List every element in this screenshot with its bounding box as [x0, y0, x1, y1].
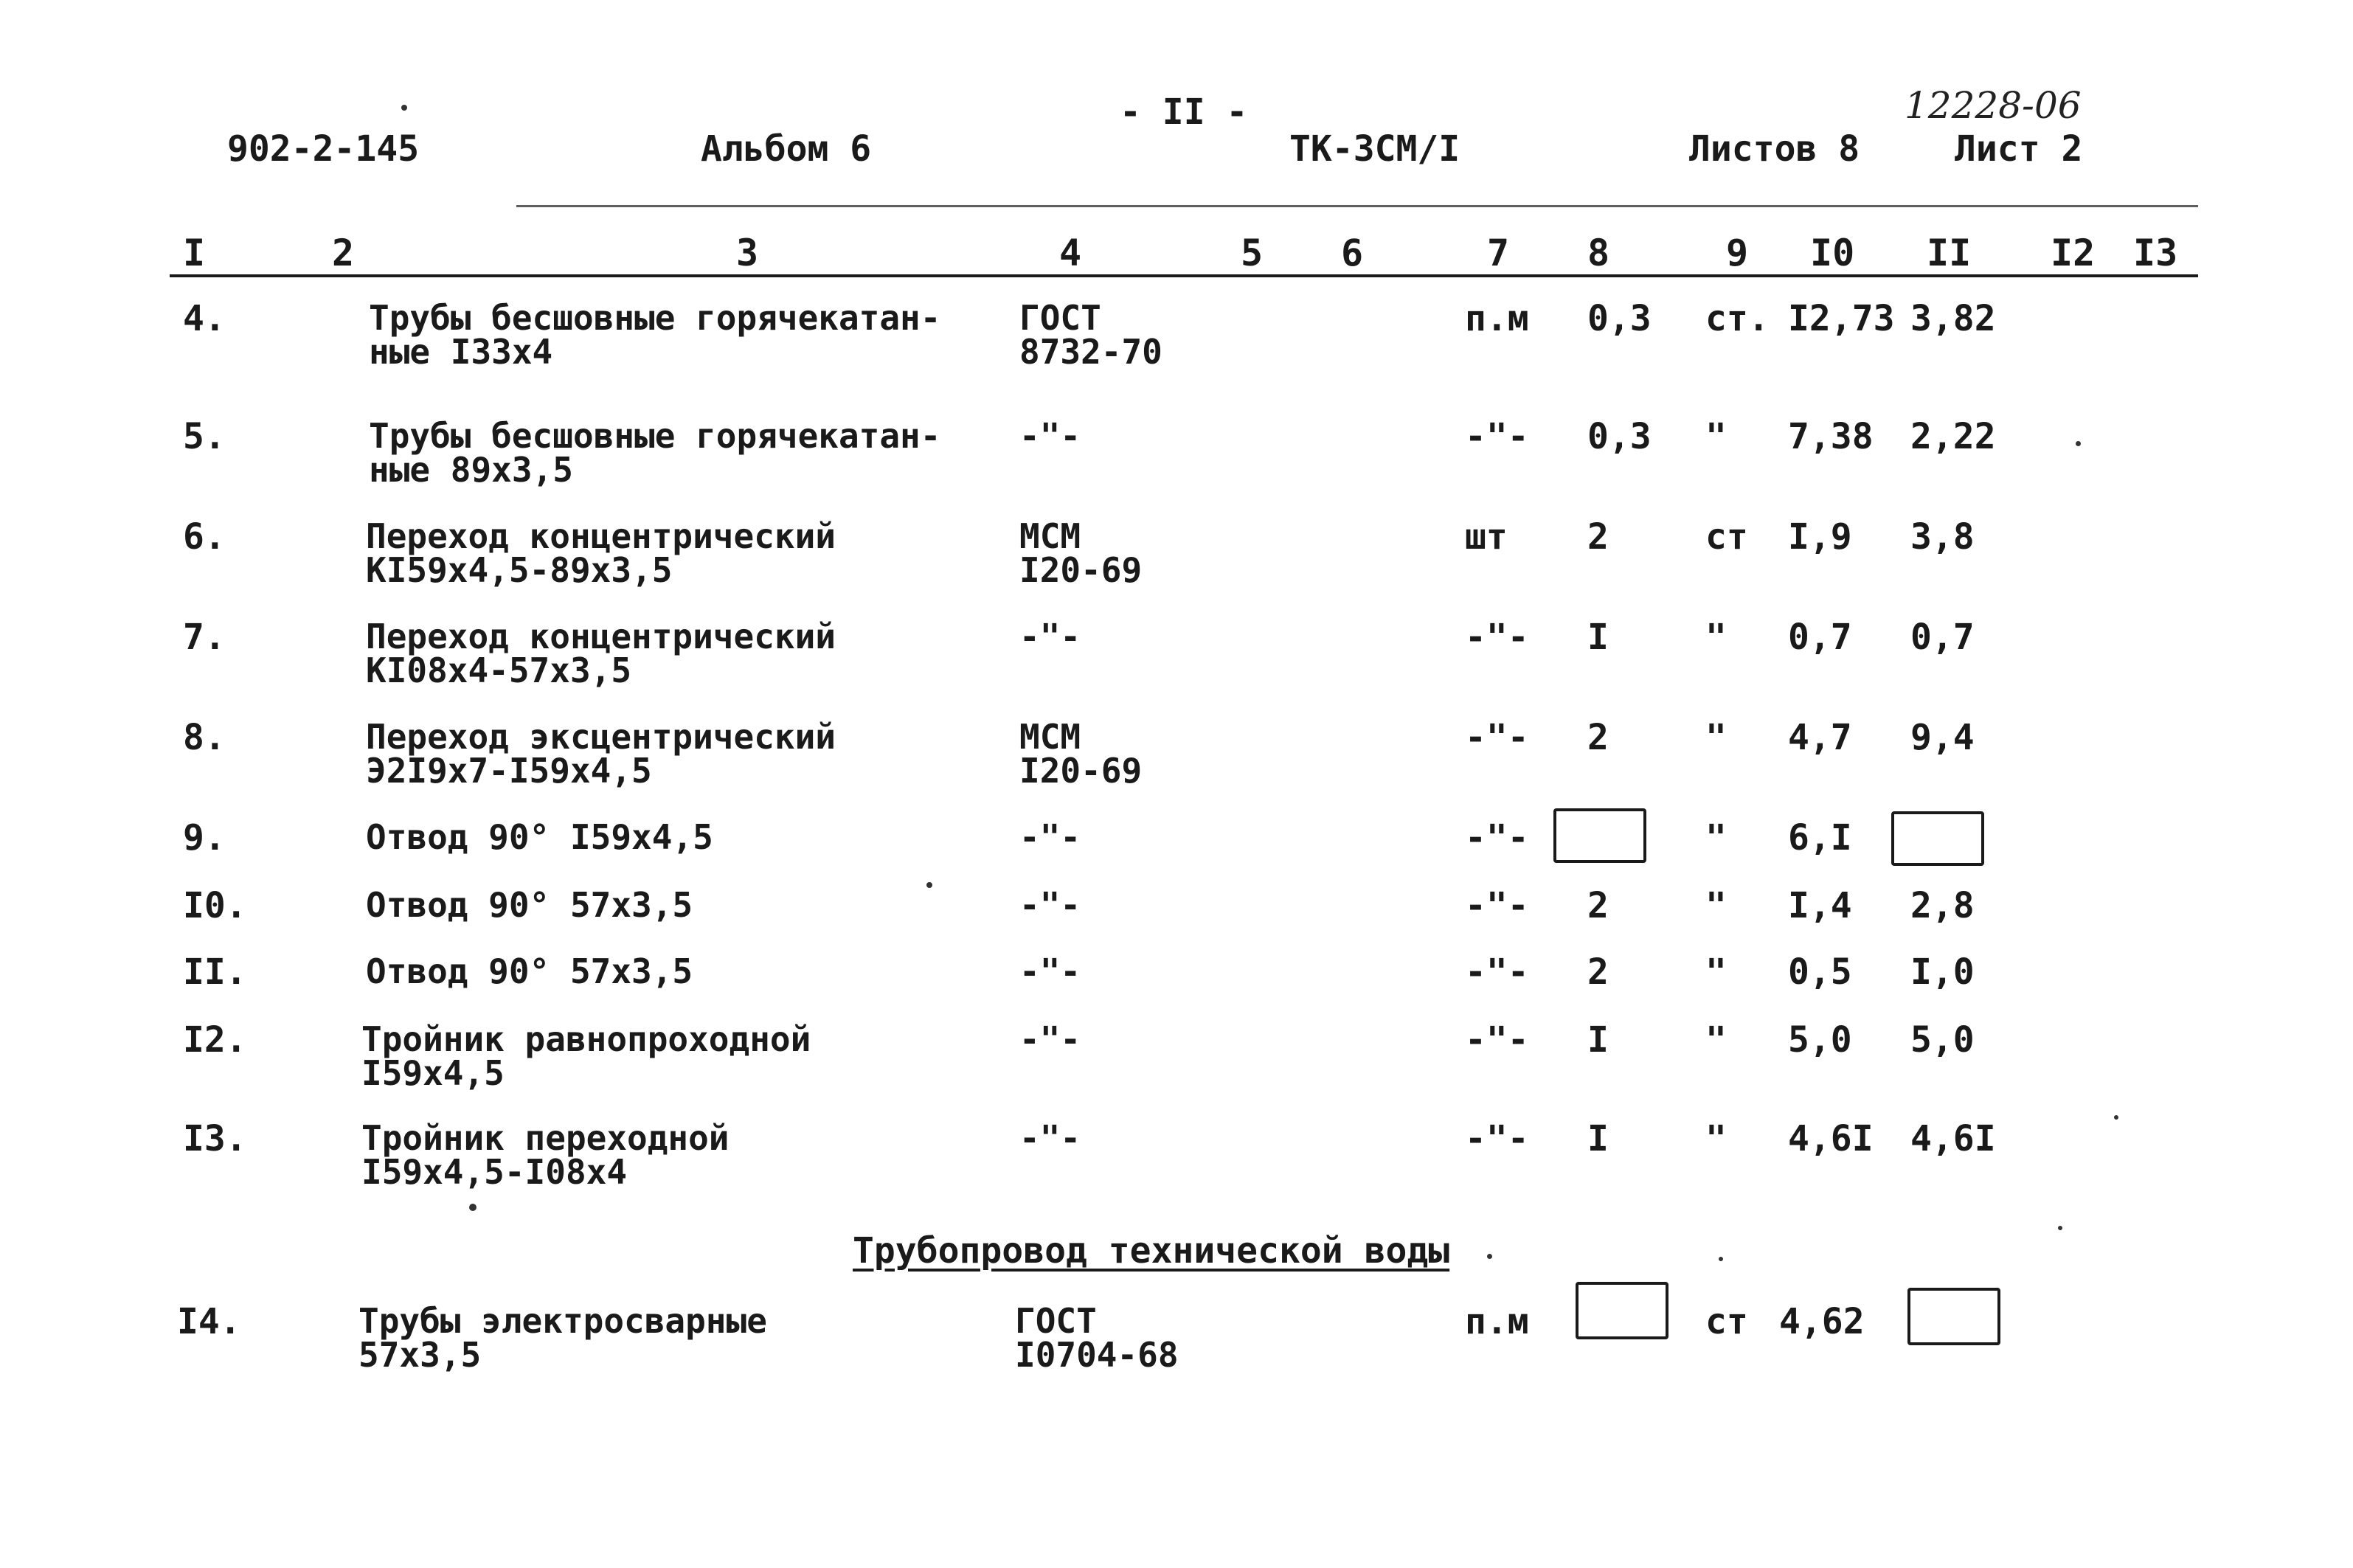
mass-total: 3,8 — [1910, 516, 1975, 558]
unit-mass: " — [1705, 1019, 1727, 1061]
standard-ref: -"- — [1019, 617, 1081, 656]
row-number: 9. — [183, 817, 226, 858]
unit: -"- — [1465, 717, 1529, 758]
item-name: Отвод 90° 57x3,5 — [366, 885, 693, 925]
mass-total: I,0 — [1910, 951, 1975, 993]
mass-total: 2,8 — [1910, 885, 1975, 926]
unit: -"- — [1465, 817, 1529, 858]
row-number: 7. — [183, 617, 226, 658]
sheet-number: Лист 2 — [1955, 128, 2083, 170]
column-number: 3 — [736, 232, 759, 274]
row-number: 6. — [183, 516, 226, 558]
column-number: I — [183, 232, 206, 274]
sheets-total: Листов 8 — [1689, 128, 1860, 170]
unit-mass: ст — [1705, 1301, 1748, 1342]
scan-speck — [2076, 441, 2081, 446]
standard-ref: ГОСТ 8732-70 — [1019, 298, 1162, 372]
row-number: 8. — [183, 717, 226, 758]
item-name: Трубы электросварные 57x3,5 — [358, 1301, 767, 1375]
column-header-rule — [170, 274, 2198, 277]
row-number: I2. — [183, 1019, 247, 1061]
standard-ref: -"- — [1019, 1118, 1081, 1158]
mass-total: 0,7 — [1910, 617, 1975, 658]
standard-ref: -"- — [1019, 1019, 1081, 1059]
item-name: Трубы бесшовные горячекатан- ные I33x4 — [369, 298, 941, 372]
standard-ref: -"- — [1019, 817, 1081, 857]
quantity: 2 — [1587, 951, 1609, 993]
scan-speck — [926, 882, 932, 888]
item-name: Трубы бесшовные горячекатан- ные 89x3,5 — [369, 416, 941, 490]
quantity: I — [1587, 1118, 1609, 1159]
scan-speck — [2058, 1226, 2062, 1230]
total-blank-box — [1907, 1288, 2000, 1345]
unit-mass: " — [1705, 885, 1727, 926]
mass-total: 2,22 — [1910, 416, 1996, 457]
quantity: I — [1587, 1019, 1609, 1061]
quantity: 2 — [1587, 516, 1609, 558]
item-name: Переход концентрический КI59x4,5-89x3,5 — [366, 516, 836, 590]
mass-each: 6,I — [1788, 817, 1852, 858]
inventory-number: 12228-06 — [1905, 84, 2082, 127]
unit: -"- — [1465, 951, 1529, 993]
unit: -"- — [1465, 1118, 1529, 1159]
column-number: 4 — [1059, 232, 1082, 274]
mass-total: 4,6I — [1910, 1118, 1996, 1159]
scan-speck — [401, 105, 407, 111]
series-code: ТК-3СМ/I — [1289, 128, 1460, 170]
unit-mass: " — [1705, 717, 1727, 758]
standard-ref: МСМ I20-69 — [1019, 516, 1143, 590]
mass-each: I,4 — [1788, 885, 1852, 926]
unit: -"- — [1465, 416, 1529, 457]
unit: -"- — [1465, 1019, 1529, 1061]
standard-ref: МСМ I20-69 — [1019, 717, 1143, 791]
header-rule — [516, 205, 2198, 207]
column-number: 5 — [1241, 232, 1264, 274]
row-number: 4. — [183, 298, 226, 339]
row-number: I0. — [183, 885, 247, 926]
row-number: II. — [183, 951, 247, 993]
unit: шт — [1465, 516, 1508, 558]
scan-speck — [1719, 1257, 1723, 1261]
item-name: Отвод 90° 57x3,5 — [366, 951, 693, 991]
column-number: 8 — [1587, 232, 1610, 274]
column-number: 7 — [1487, 232, 1510, 274]
mass-total: 5,0 — [1910, 1019, 1975, 1061]
scan-speck — [2114, 1115, 2118, 1120]
quantity: 2 — [1587, 717, 1609, 758]
unit-mass: " — [1705, 416, 1727, 457]
mass-total: 9,4 — [1910, 717, 1975, 758]
mass-total: 3,82 — [1910, 298, 1996, 339]
quantity: 0,3 — [1587, 298, 1652, 339]
document-code: 902-2-145 — [227, 128, 420, 170]
row-number: 5. — [183, 416, 226, 457]
standard-ref: -"- — [1019, 416, 1081, 456]
column-number: 6 — [1341, 232, 1364, 274]
mass-each: 0,7 — [1788, 617, 1852, 658]
scan-speck — [1487, 1254, 1492, 1259]
column-number: 2 — [332, 232, 355, 274]
item-name: Тройник переходной I59x4,5-I08x4 — [361, 1118, 730, 1192]
mass-each: 5,0 — [1788, 1019, 1852, 1061]
standard-ref: -"- — [1019, 885, 1081, 925]
total-blank-box — [1891, 811, 1984, 866]
unit: п.м — [1465, 1301, 1529, 1342]
scan-speck — [469, 1204, 477, 1211]
mass-each: 4,6I — [1788, 1118, 1874, 1159]
item-name: Переход эксцентрический Э2I9x7-I59x4,5 — [366, 717, 836, 791]
unit: п.м — [1465, 298, 1529, 339]
unit-mass: ст. — [1705, 298, 1770, 339]
mass-each: 7,38 — [1788, 416, 1874, 457]
mass-each: 4,62 — [1779, 1301, 1865, 1342]
item-name: Тройник равнопроходной I59x4,5 — [361, 1019, 811, 1093]
mass-each: I,9 — [1788, 516, 1852, 558]
row-number: I4. — [177, 1301, 241, 1342]
section-heading: Трубопровод технической воды — [853, 1230, 1450, 1272]
mass-each: 4,7 — [1788, 717, 1852, 758]
column-number: I2 — [2051, 232, 2096, 274]
unit-mass: " — [1705, 951, 1727, 993]
column-number: II — [1927, 232, 1972, 274]
quantity: I — [1587, 617, 1609, 658]
item-name: Переход концентрический КI08x4-57x3,5 — [366, 617, 836, 690]
standard-ref: ГОСТ I0704-68 — [1015, 1301, 1179, 1375]
page-marker: - II - — [1120, 91, 1248, 133]
column-number: I3 — [2133, 232, 2178, 274]
album-label: Альбом 6 — [701, 128, 872, 170]
column-number: I0 — [1810, 232, 1855, 274]
quantity-blank-box — [1553, 808, 1646, 863]
mass-each: I2,73 — [1788, 298, 1895, 339]
quantity-blank-box — [1576, 1282, 1668, 1339]
row-number: I3. — [183, 1118, 247, 1159]
unit: -"- — [1465, 617, 1529, 658]
unit-mass: " — [1705, 617, 1727, 658]
unit-mass: " — [1705, 1118, 1727, 1159]
quantity: 2 — [1587, 885, 1609, 926]
unit-mass: ст — [1705, 516, 1748, 558]
mass-each: 0,5 — [1788, 951, 1852, 993]
standard-ref: -"- — [1019, 951, 1081, 991]
unit-mass: " — [1705, 817, 1727, 858]
unit: -"- — [1465, 885, 1529, 926]
item-name: Отвод 90° I59x4,5 — [366, 817, 713, 857]
quantity: 0,3 — [1587, 416, 1652, 457]
column-number: 9 — [1726, 232, 1749, 274]
